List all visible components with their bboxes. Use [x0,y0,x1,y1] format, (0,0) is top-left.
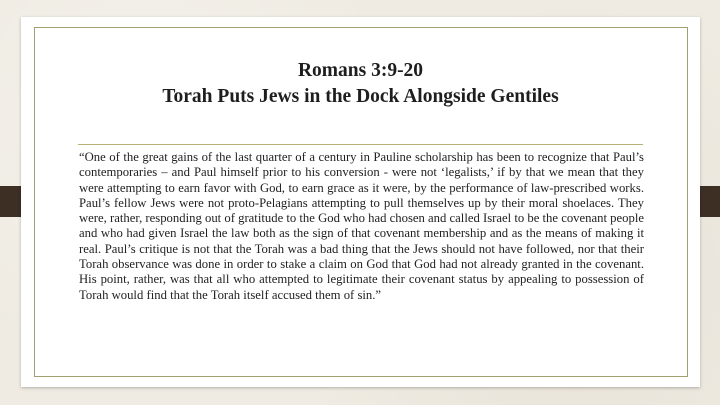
left-edge-tab [0,186,22,217]
slide-title [21,58,700,110]
slide-card [21,17,700,387]
title-line-2: Torah Puts Jews in the Dock Alongside Gentiles [162,86,559,107]
title-divider [78,144,643,145]
right-edge-tab [698,186,720,217]
title-line-1: Romans 3:9-20 [297,60,424,81]
quote-text: “One of the great gains of the last quarter of a century in Pauline scholarship has been to recognize that Paul’s contemporaries – and Paul himself prior to his conversion - were not ‘legalists,’ if by that we mean that they were attempting to earn favor with God, to earn grace as it were, by the performance of law-prescribed works. Paul’s fellow Jews were not proto-Pelagians attempting to pull themselves up by their moral shoelaces. They were, rather, responding out of gratitude to the God who had chosen and called Israel to be the covenant people and who had given Israel the law both as the sign of that covenant membership and as the means of making it real. Paul’s critique is not that the Torah was a bad thing that the Jews should not have followed, nor that their Torah observance was done in order to stake a claim on God that God had not already granted in the covenant. His point, rather, was that all who attempted to legitimate their covenant status by appealing to possession of Torah would find that the Torah itself accused them of sin.” [79,150,644,302]
